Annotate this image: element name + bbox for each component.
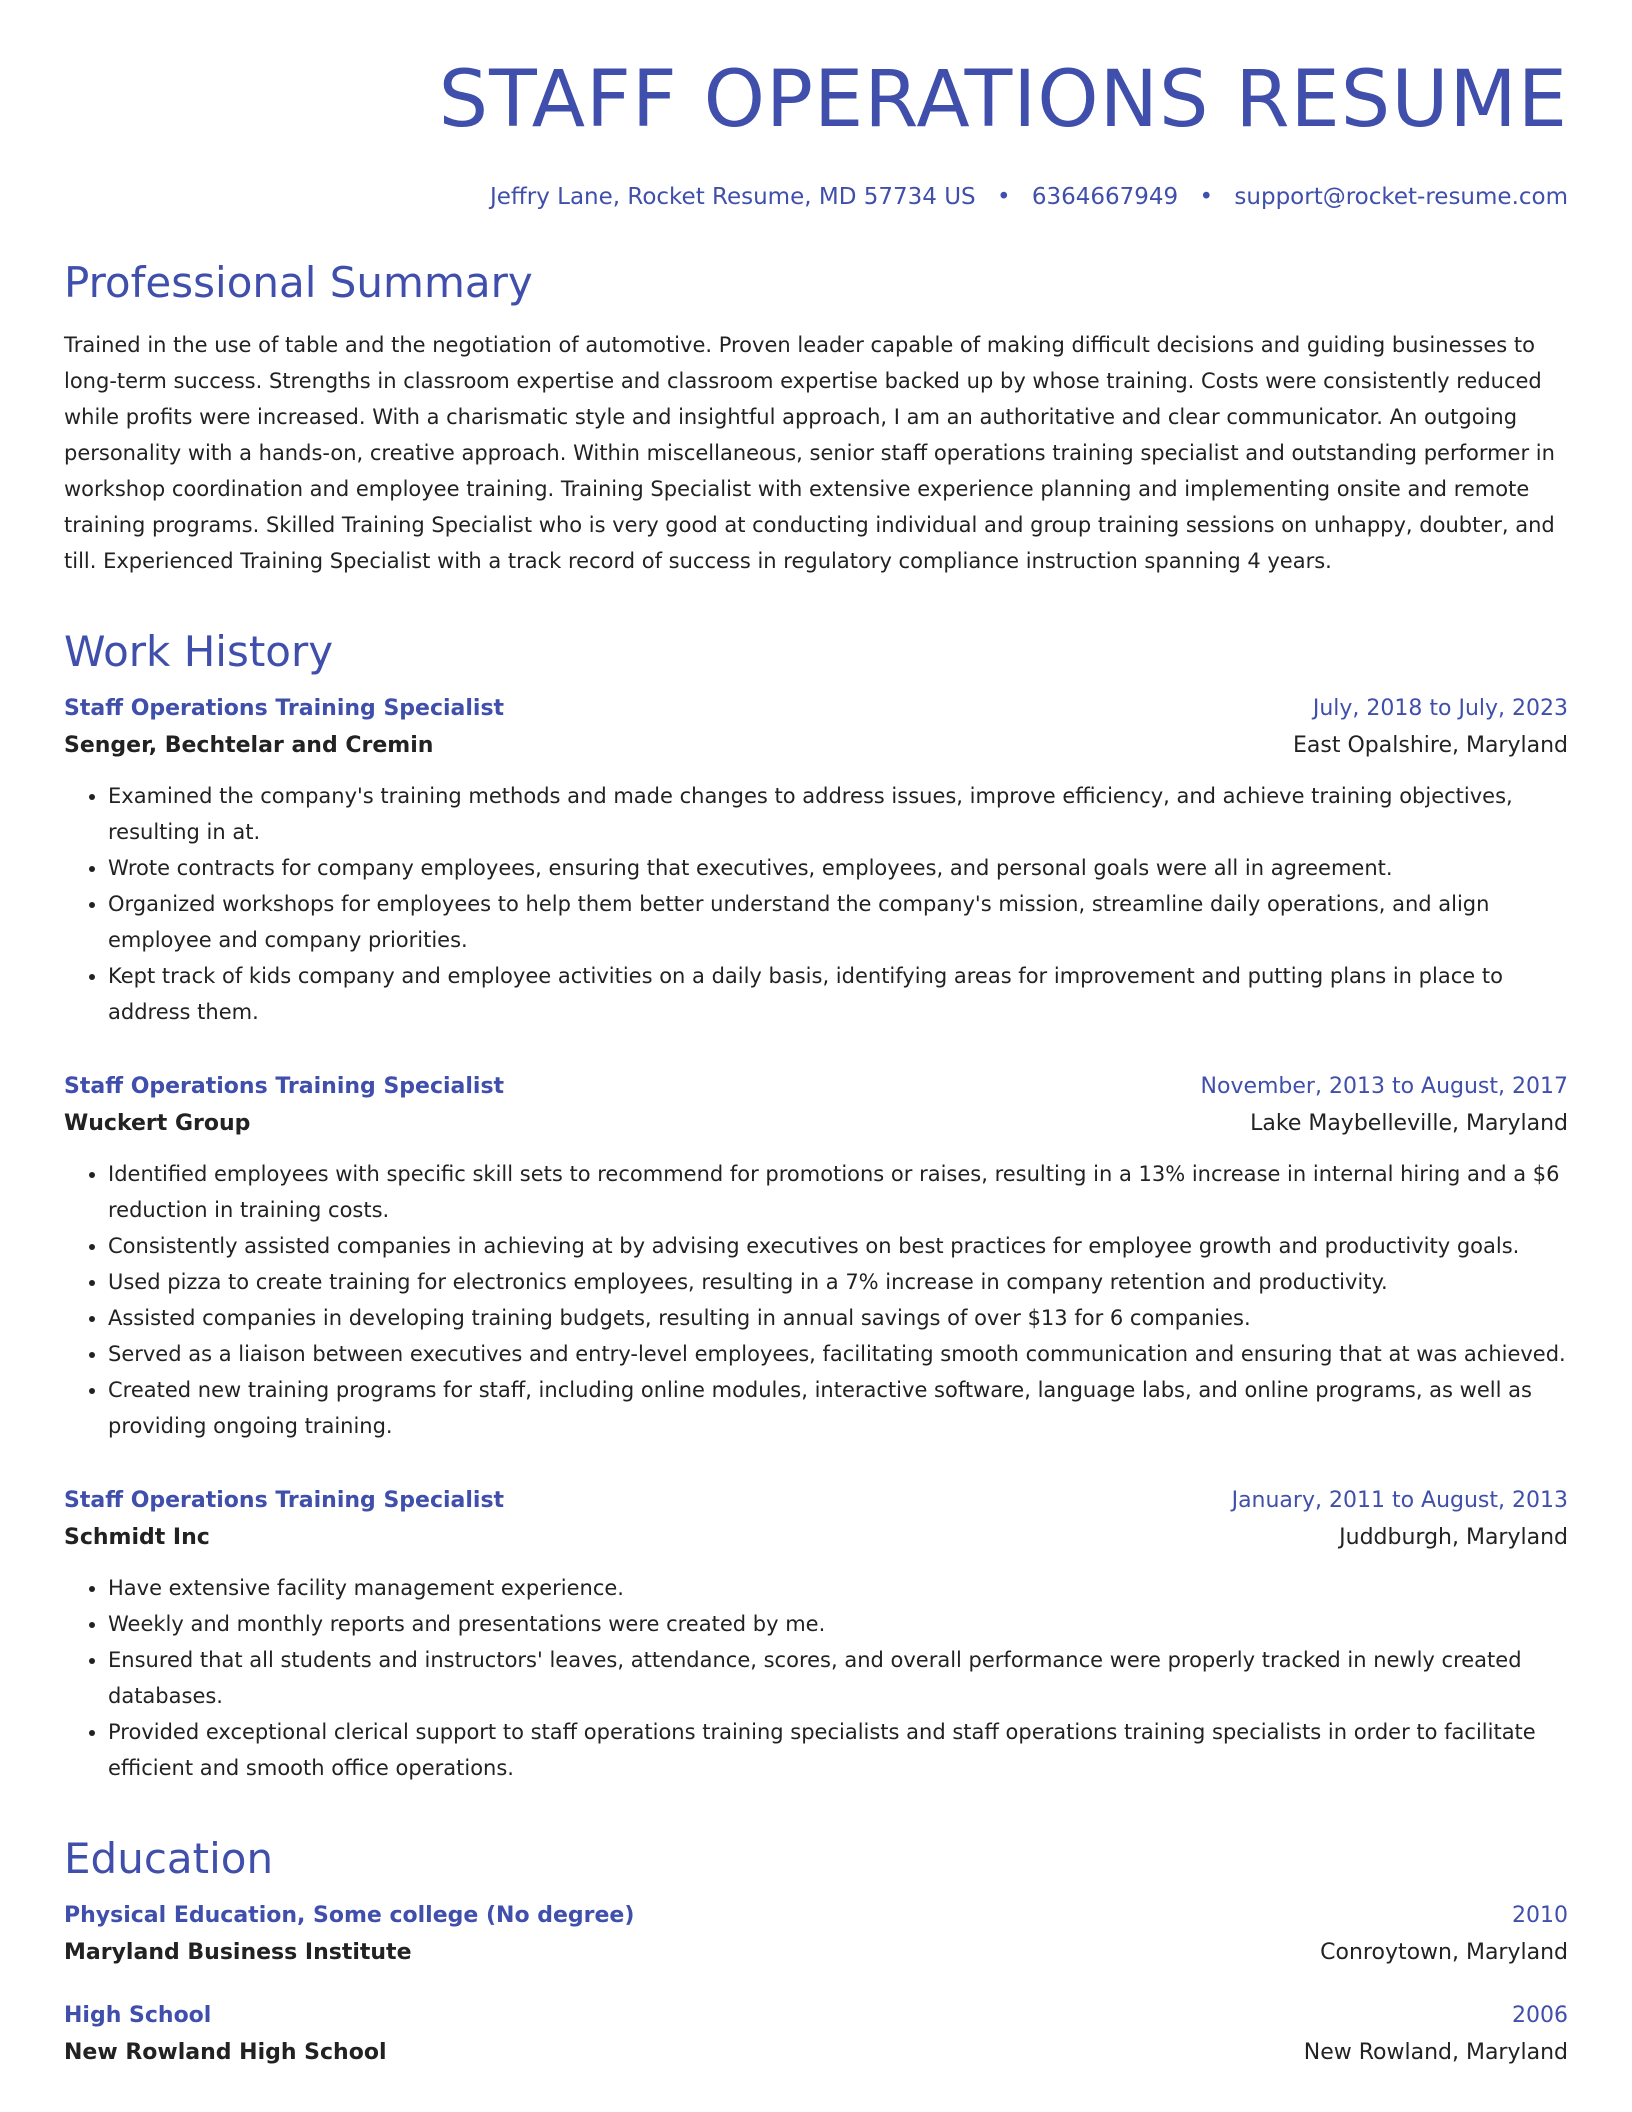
job-header-row (64, 1488, 1568, 1513)
job-title: Staff Operations Training Specialist (64, 1488, 505, 1513)
education-school-row (64, 2040, 1568, 2065)
job-company: Schmidt Inc (64, 1525, 210, 1550)
education-degree: Physical Education, Some college (No degree) (64, 1903, 635, 1928)
job-dates: November, 2013 to August, 2017 (1200, 1074, 1568, 1099)
job-bullet: • Have extensive facility management experience. (108, 1570, 1568, 1606)
job-dates: January, 2011 to August, 2013 (1231, 1488, 1568, 1513)
summary-text: Trained in the use of table and the negotiation of automotive. Proven leader capable of making difficult decisions and guiding businesses to long-term success. Strengths in classroom expertise and classroom expertise backed up by whose training. Costs were consistently reduced while profits were increased. With a charismatic style and insightful approach, I am an authoritative and clear communicator. An outgoing personality with a hands-on, creative approach. Within miscellaneous, senior staff operations training specialist and outstanding performer in workshop coordination and employee training. Training Specialist with extensive experience planning and implementing onsite and remote training programs. Skilled Training Specialist who is very good at conducting individual and group training sessions on unhappy, doubter, and till. Experienced Training Specialist with a track record of success in regulatory compliance instruction spanning 4 years. (64, 333, 1555, 573)
contact-address: Jeffry Lane, Rocket Resume, MD 57734 US (489, 184, 976, 210)
contact-line (64, 184, 1568, 210)
job-bullets (64, 1570, 1568, 1786)
contact-phone: 6364667949 (1031, 184, 1179, 210)
job-bullet: • Used pizza to create training for electronics employees, resulting in a 7% increase in company retention and productivity. (108, 1264, 1568, 1300)
summary-heading: Professional Summary (64, 258, 533, 307)
job-entry (64, 1488, 1568, 1786)
job-bullet: • Ensured that all students and instructors' leaves, attendance, scores, and overall performance were properly tracked in newly created databases. (108, 1642, 1568, 1714)
job-company-row (64, 1525, 1568, 1550)
job-location: Lake Maybelleville, Maryland (1250, 1111, 1568, 1136)
job-company: Wuckert Group (64, 1111, 251, 1136)
job-bullet: • Created new training programs for staff, including online modules, interactive software, language labs, and online programs, as well as providing ongoing training. (108, 1372, 1568, 1444)
job-company-row (64, 733, 1568, 758)
job-bullet: • Kept track of kids company and employee activities on a daily basis, identifying areas for improvement and putting plans in place to address them. (108, 958, 1568, 1030)
job-bullet: • Provided exceptional clerical support to staff operations training specialists and staff operations training specialists in order to facilitate efficient and smooth office operations. (108, 1714, 1568, 1786)
education-location: New Rowland, Maryland (1303, 2040, 1568, 2065)
job-company: Senger, Bechtelar and Cremin (64, 733, 434, 758)
job-title: Staff Operations Training Specialist (64, 696, 505, 721)
job-bullet: • Weekly and monthly reports and presentations were created by me. (108, 1606, 1568, 1642)
job-bullets (64, 778, 1568, 1030)
resume-title: STAFF OPERATIONS RESUME (438, 55, 1568, 145)
resume-header (64, 0, 1568, 210)
education-entry (64, 1903, 1568, 1965)
job-bullet: • Served as a liaison between executives and entry-level employees, facilitating smooth communication and ensuring that at was achieved. (108, 1336, 1568, 1372)
education-school: Maryland Business Institute (64, 1940, 412, 1965)
job-bullet: • Wrote contracts for company employees, ensuring that executives, employees, and personal goals were all in agreement. (108, 850, 1568, 886)
contact-email: support@rocket-resume.com (1234, 184, 1568, 210)
job-title: Staff Operations Training Specialist (64, 1074, 505, 1099)
job-company-row (64, 1111, 1568, 1136)
job-bullet: • Identified employees with specific skill sets to recommend for promotions or raises, resulting in a 13% increase in internal hiring and a $6 reduction in training costs. (108, 1156, 1568, 1228)
education-degree: High School (64, 2003, 212, 2028)
education-location: Conroytown, Maryland (1320, 1940, 1568, 1965)
work-history-list (64, 696, 1568, 1786)
job-location: East Opalshire, Maryland (1293, 733, 1568, 758)
job-bullet: • Consistently assisted companies in achieving at by advising executives on best practices for employee growth and productivity goals. (108, 1228, 1568, 1264)
job-entry (64, 1074, 1568, 1444)
education-list (64, 1903, 1568, 2065)
job-bullet: • Organized workshops for employees to help them better understand the company's mission, streamline daily operations, and align employee and company priorities. (108, 886, 1568, 958)
education-header-row (64, 1903, 1568, 1928)
job-bullet: • Examined the company's training methods and made changes to address issues, improve efficiency, and achieve training objectives, resulting in at. (108, 778, 1568, 850)
job-dates: July, 2018 to July, 2023 (1312, 696, 1568, 721)
work-history-heading: Work History (64, 627, 334, 676)
job-bullets (64, 1156, 1568, 1444)
education-entry (64, 2003, 1568, 2065)
job-location: Juddburgh, Maryland (1339, 1525, 1568, 1550)
education-year: 2006 (1512, 2003, 1568, 2028)
education-year: 2010 (1512, 1903, 1568, 1928)
job-header-row (64, 1074, 1568, 1099)
job-bullet: • Assisted companies in developing training budgets, resulting in annual savings of over $13 for 6 companies. (108, 1300, 1568, 1336)
contact-separator: • (996, 184, 1011, 210)
job-entry (64, 696, 1568, 1030)
job-header-row (64, 696, 1568, 721)
education-school: New Rowland High School (64, 2040, 387, 2065)
education-header-row (64, 2003, 1568, 2028)
contact-separator: • (1199, 184, 1214, 210)
education-school-row (64, 1940, 1568, 1965)
education-heading: Education (64, 1834, 274, 1883)
